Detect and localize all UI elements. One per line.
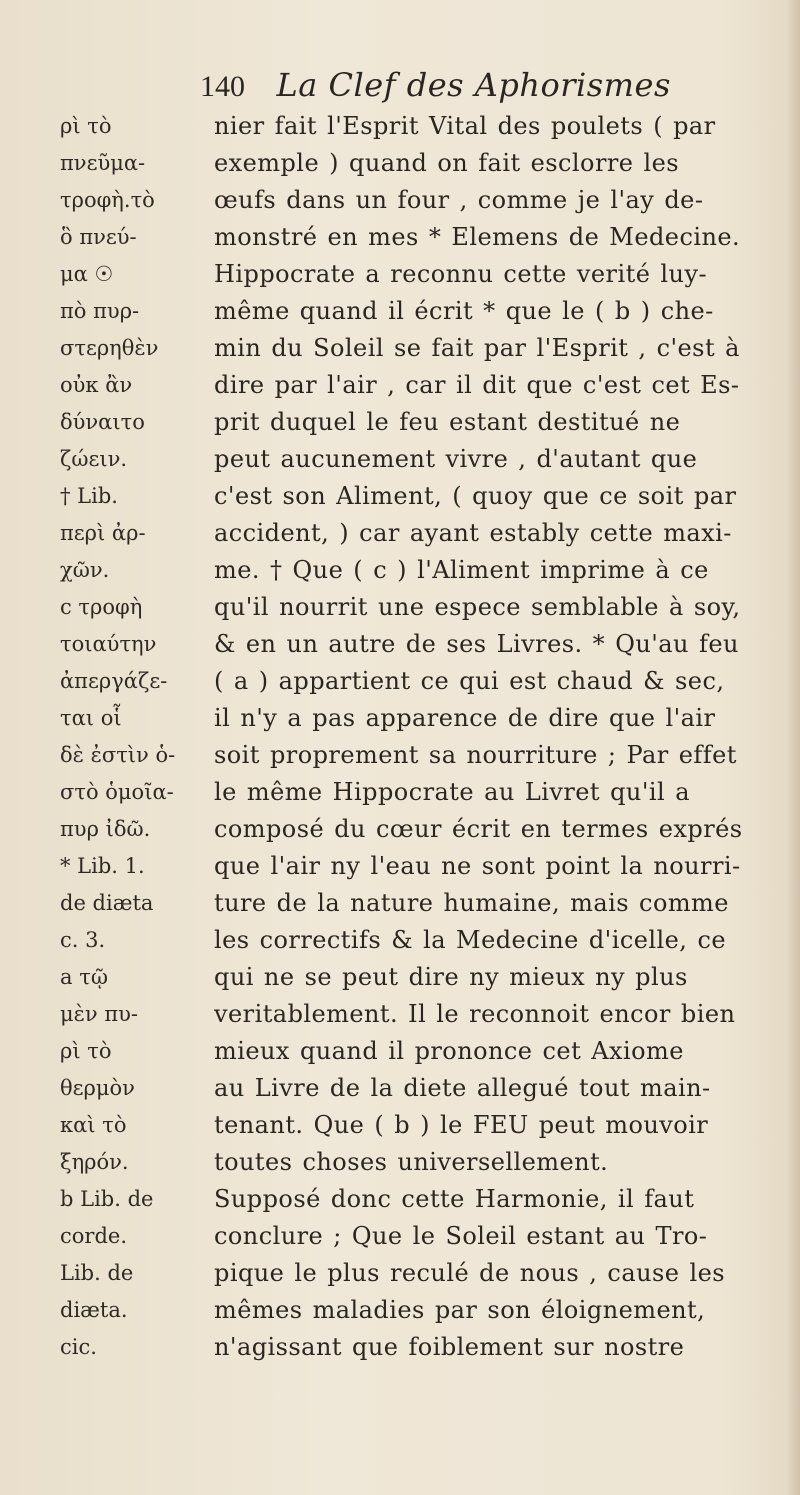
- text-line: [0, 959, 800, 996]
- body-text: soit proprement sa nourriture ; Par effet: [214, 741, 737, 769]
- text-line: [0, 404, 800, 441]
- body-text: exemple ) quand on fait esclorre les: [214, 149, 680, 177]
- body-text: min du Soleil se fait par l'Esprit , c'est à: [214, 334, 740, 362]
- marginal-note: Lib. de: [60, 1261, 134, 1285]
- body-text: accident, ) car ayant estably cette maxi-: [214, 519, 732, 547]
- marginal-note: ρὶ τὸ: [60, 114, 112, 138]
- body-text: tenant. Que ( b ) le FEU peut mouvoir: [214, 1111, 709, 1139]
- marginal-note: καὶ τὸ: [60, 1113, 127, 1137]
- text-line: [0, 1255, 800, 1292]
- text-line: [0, 774, 800, 811]
- body-text: les correctifs & la Medecine d'icelle, ce: [214, 926, 726, 954]
- body-text: il n'y a pas apparence de dire que l'air: [214, 704, 716, 732]
- marginal-note: ρὶ τὸ: [60, 1039, 112, 1063]
- text-line: [0, 885, 800, 922]
- text-line: [0, 478, 800, 515]
- body-text: toutes choses universellement.: [214, 1148, 609, 1176]
- marginal-note: δὲ ἐστὶν ὁ-: [60, 743, 176, 767]
- text-line: [0, 145, 800, 182]
- marginal-note: * Lib. 1.: [60, 854, 145, 878]
- marginal-note: † Lib.: [60, 484, 118, 508]
- page-body: [0, 108, 800, 1388]
- text-line: [0, 626, 800, 663]
- body-text: même quand il écrit * que le ( b ) che-: [214, 297, 714, 325]
- marginal-note: πυρ ἰδῶ.: [60, 817, 151, 841]
- marginal-note: στερηθὲν: [60, 336, 159, 360]
- text-line: [0, 1329, 800, 1366]
- text-line: [0, 552, 800, 589]
- marginal-note: ὃ πνεύ-: [60, 225, 137, 249]
- marginal-note: de diæta: [60, 891, 154, 915]
- text-line: [0, 848, 800, 885]
- marginal-note: b Lib. de: [60, 1187, 154, 1211]
- text-line: [0, 589, 800, 626]
- text-line: [0, 182, 800, 219]
- text-line: [0, 1033, 800, 1070]
- body-text: monstré en mes * Elemens de Medecine.: [214, 223, 741, 251]
- marginal-note: corde.: [60, 1224, 127, 1248]
- body-text: dire par l'air , car il dit que c'est cet Es-: [214, 371, 740, 399]
- body-text: que l'air ny l'eau ne sont point la nourri-: [214, 852, 741, 880]
- marginal-note: οὐκ ἂν: [60, 373, 133, 397]
- text-line: [0, 1070, 800, 1107]
- text-line: [0, 441, 800, 478]
- text-line: [0, 663, 800, 700]
- text-line: [0, 293, 800, 330]
- marginal-note: ἀπεργάζε-: [60, 669, 168, 693]
- text-line: [0, 996, 800, 1033]
- text-line: [0, 108, 800, 145]
- text-line: [0, 1144, 800, 1181]
- body-text: nier fait l'Esprit Vital des poulets ( par: [214, 112, 716, 140]
- body-text: prit duquel le feu estant destitué ne: [214, 408, 681, 436]
- body-text: œufs dans un four , comme je l'ay de-: [214, 186, 704, 214]
- text-line: [0, 367, 800, 404]
- text-line: [0, 1218, 800, 1255]
- text-line: [0, 811, 800, 848]
- marginal-note: τροφὴ.τὸ: [60, 188, 155, 212]
- marginal-note: a τῷ: [60, 965, 108, 989]
- marginal-note: πὸ πυρ-: [60, 299, 140, 323]
- marginal-note: θερμὸν: [60, 1076, 135, 1100]
- body-text: pique le plus reculé de nous , cause les: [214, 1259, 726, 1287]
- body-text: veritablement. Il le reconnoit encor bien: [214, 1000, 736, 1028]
- text-line: [0, 330, 800, 367]
- body-text: peut aucunement vivre , d'autant que: [214, 445, 698, 473]
- running-title: La Clef des Aphorismes: [276, 66, 671, 104]
- body-text: n'agissant que foiblement sur nostre: [214, 1333, 685, 1361]
- marginal-note: cic.: [60, 1335, 97, 1359]
- marginal-note: τοιαύτην: [60, 632, 157, 656]
- marginal-note: c τροφὴ: [60, 595, 143, 619]
- body-text: au Livre de la diete allegué tout main-: [214, 1074, 711, 1102]
- body-text: conclure ; Que le Soleil estant au Tro-: [214, 1222, 708, 1250]
- text-line: [0, 256, 800, 293]
- body-text: c'est son Aliment, ( quoy que ce soit par: [214, 482, 737, 510]
- marginal-note: diæta.: [60, 1298, 128, 1322]
- body-text: qu'il nourrit une espece semblable à soy,: [214, 593, 741, 621]
- text-line: [0, 737, 800, 774]
- marginal-note: δύναιτο: [60, 410, 145, 434]
- body-text: me. † Que ( c ) l'Aliment imprime à ce: [214, 556, 709, 584]
- body-text: ( a ) appartient ce qui est chaud & sec,: [214, 667, 725, 695]
- marginal-note: ξηρόν.: [60, 1150, 129, 1174]
- marginal-note: περὶ ἀρ-: [60, 521, 146, 545]
- body-text: Hippocrate a reconnu cette verité luy-: [214, 260, 708, 288]
- body-text: qui ne se peut dire ny mieux ny plus: [214, 963, 688, 991]
- marginal-note: c. 3.: [60, 928, 106, 952]
- body-text: mêmes maladies par son éloignement,: [214, 1296, 706, 1324]
- marginal-note: χῶν.: [60, 558, 110, 582]
- text-line: [0, 1181, 800, 1218]
- body-text: & en un autre de ses Livres. * Qu'au feu: [214, 630, 739, 658]
- marginal-note: μὲν πυ-: [60, 1002, 139, 1026]
- marginal-note: στὸ ὁμοῖα-: [60, 780, 174, 804]
- text-line: [0, 922, 800, 959]
- text-line: [0, 1292, 800, 1329]
- body-text: le même Hippocrate au Livret qu'il a: [214, 778, 690, 806]
- body-text: Supposé donc cette Harmonie, il faut: [214, 1185, 695, 1213]
- text-line: [0, 219, 800, 256]
- page-number: 140: [200, 70, 245, 103]
- text-line: [0, 700, 800, 737]
- marginal-note: ται οἷ: [60, 706, 122, 730]
- text-line: [0, 1107, 800, 1144]
- running-header: [200, 66, 760, 112]
- marginal-note: πνεῦμα-: [60, 151, 146, 175]
- body-text: composé du cœur écrit en termes exprés: [214, 815, 743, 843]
- body-text: mieux quand il prononce cet Axiome: [214, 1037, 684, 1065]
- text-line: [0, 515, 800, 552]
- body-text: ture de la nature humaine, mais comme: [214, 889, 729, 917]
- marginal-note: ζώειν.: [60, 447, 128, 471]
- marginal-note: μα ☉: [60, 262, 114, 286]
